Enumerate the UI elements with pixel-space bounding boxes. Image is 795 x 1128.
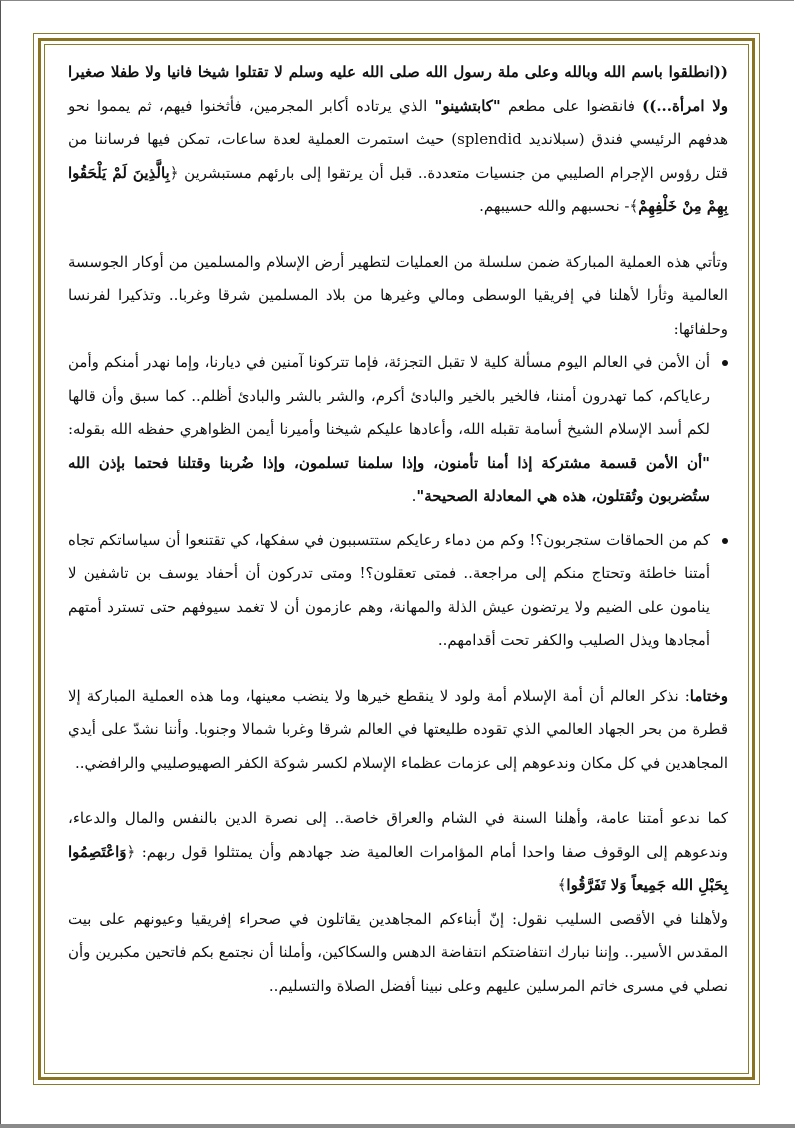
- conclusion-text: : نذكر العالم أن أمة الإسلام أمة ولود لا ينقطع خيرها ولا ينضب معينها، وما هذه العملية المباركة إلا قطرة من بحر الجهاد العالمي الذي تقوده طليعتها في العالم شرقا وغربا شمالا وجنوبا. وأننا نشدّ على أيدي المجاهدين في كل مكان وندعوهم إلى عزمات عظماء الإسلام لكسر شوكة الكفر الصهيوصليبي والرافضي..: [68, 686, 728, 772]
- paragraph-opening: [68, 56, 728, 224]
- paragraph-conclusion: [68, 680, 728, 781]
- conclusion-lead: وختاما: [689, 686, 728, 705]
- paragraph-call: [68, 802, 728, 903]
- bullet-text: أن الأمن في العالم اليوم مسألة كلية لا تقبل التجزئة، فإما تتركونا آمنين في ديارنا، وإما نهدر أمنكم وأمن رعاياكم، كما تهدرون أمننا، فالخير بالخير والبادئ أكرم، والشر بالشر والبادئ أظلم.. كما سبق وأن قالها لكم أسد الإسلام الشيخ أسامة تقبله الله، وأعادها عليكم شيخنا وأميرنا أيمن الظواهري حفظه الله بقوله:: [68, 353, 710, 438]
- bullet-list: [68, 346, 728, 658]
- bullet-text: كم من الحماقات ستجربون؟! وكم من دماء رعايكم ستتسببون في سفكها، كي تقتنعوا أن سياساتكم تجاه أمتنا خاطئة وتحتاج منكم إلى مراجعة.. فمتى تعقلون؟! ومتى تدركون أن أحفاد يوسف بن تاشفين لا ينامون على الضيم ولا يرتضون عيش الذلة والمهانة، وهم عازمون أن لا تغمد سيوفهم حتى تسترد أمتهم أمجادها ويذل الصليب والكفر تحت أقدامهم..: [68, 530, 710, 649]
- paragraph-aqsa: ولأهلنا في الأقصى السليب نقول: إنّ أبناءكم المجاهدين يقاتلون في صحراء إفريقيا وعيونهم على بيت المقدس الأسير.. وإننا نبارك انتفاضتكم انتفاضة الدهس والسكاكين، وأملنا أن نجتمع بكم فاتحين مكبرين وأن نصلي في مسرى خاتم المرسلين عليهم وعلى نبينا أفضل الصلاة والتسليم..: [68, 909, 728, 995]
- bullet-tail: .: [411, 487, 417, 505]
- bullet-dot-icon: [722, 538, 728, 544]
- quran-verse: بِالَّذِينَ لَمْ يَلْحَقُوا بِهِمْ مِنْ خَلْفِهِمْ: [68, 163, 728, 215]
- ornate-bracket-open: ﴿: [126, 842, 136, 861]
- bullet-item: [68, 524, 710, 658]
- opening-text-c: - نحسبهم والله حسيبهم.: [479, 197, 630, 215]
- call-text: كما ندعو أمتنا عامة، وأهلنا السنة في الشام والعراق خاصة.. إلى نصرة الدين بالنفس والمال والدعاء، وندعوهم إلى الوقوف صفا واحدا أمام المؤامرات العالمية ضد جهادهم وأن يمتثلوا قول ربهم:: [68, 809, 728, 861]
- bullet-dot-icon: [722, 360, 728, 366]
- document-body: [68, 56, 728, 1003]
- page-bottom-shadow: [0, 1124, 795, 1128]
- ornate-bracket-open: ﴿: [169, 163, 179, 182]
- opening-text-b: الذي يرتاده أكابر المجرمين، فأثخنوا فيهم، ثم يمموا نحو هدفهم الرئيسي فندق (سبلانديد splendid) حيث استمرت العملية لعدة ساعات، تمكن فيها فرساننا من قتل رؤوس الإجرام الصليبي من جنسيات متعددة.. قبل أن يرتقوا إلى بارئهم مستبشرين: [68, 96, 729, 182]
- ornate-bracket-close: ﴾: [629, 197, 639, 215]
- opening-quote: ((انطلقوا باسم الله وبالله وعلى ملة رسول الله صلى الله عليه وسلم لا تقتلوا شيخا فانيا ولا طفلا صغيرا ولا امرأة...)): [68, 63, 728, 115]
- ornate-bracket-close: ﴾: [557, 876, 567, 894]
- bullet-item: [68, 346, 710, 514]
- restaurant-name: "كابتشينو": [434, 96, 501, 115]
- opening-text-a: فانقضوا على مطعم: [500, 96, 643, 115]
- paragraph-context: وتأتي هذه العملية المباركة ضمن سلسلة من العمليات لتطهير أرض الإسلام والمسلمين من أوكار الجوسسة العالمية وثأرا لأهلنا في إفريقيا الوسطى ومالي وغيرها من بلاد المسلمين شرقا وغربا.. وتذكيرا لفرنسا وحلفائها:: [68, 252, 728, 338]
- bullet-quote: "أن الأمن قسمة مشتركة إذا أمنا تأمنون، وإذا سلمنا تسلمون، وإذا ضُربنا وقتلنا فحتما بإذن الله ستُضربون وتُقتلون، هذه هي المعادلة الصحيحة": [68, 453, 710, 505]
- quran-verse: وَاعْتَصِمُوا بِحَبْلِ الله جَمِيعاً وَلا تَفَرَّقُوا: [68, 842, 728, 894]
